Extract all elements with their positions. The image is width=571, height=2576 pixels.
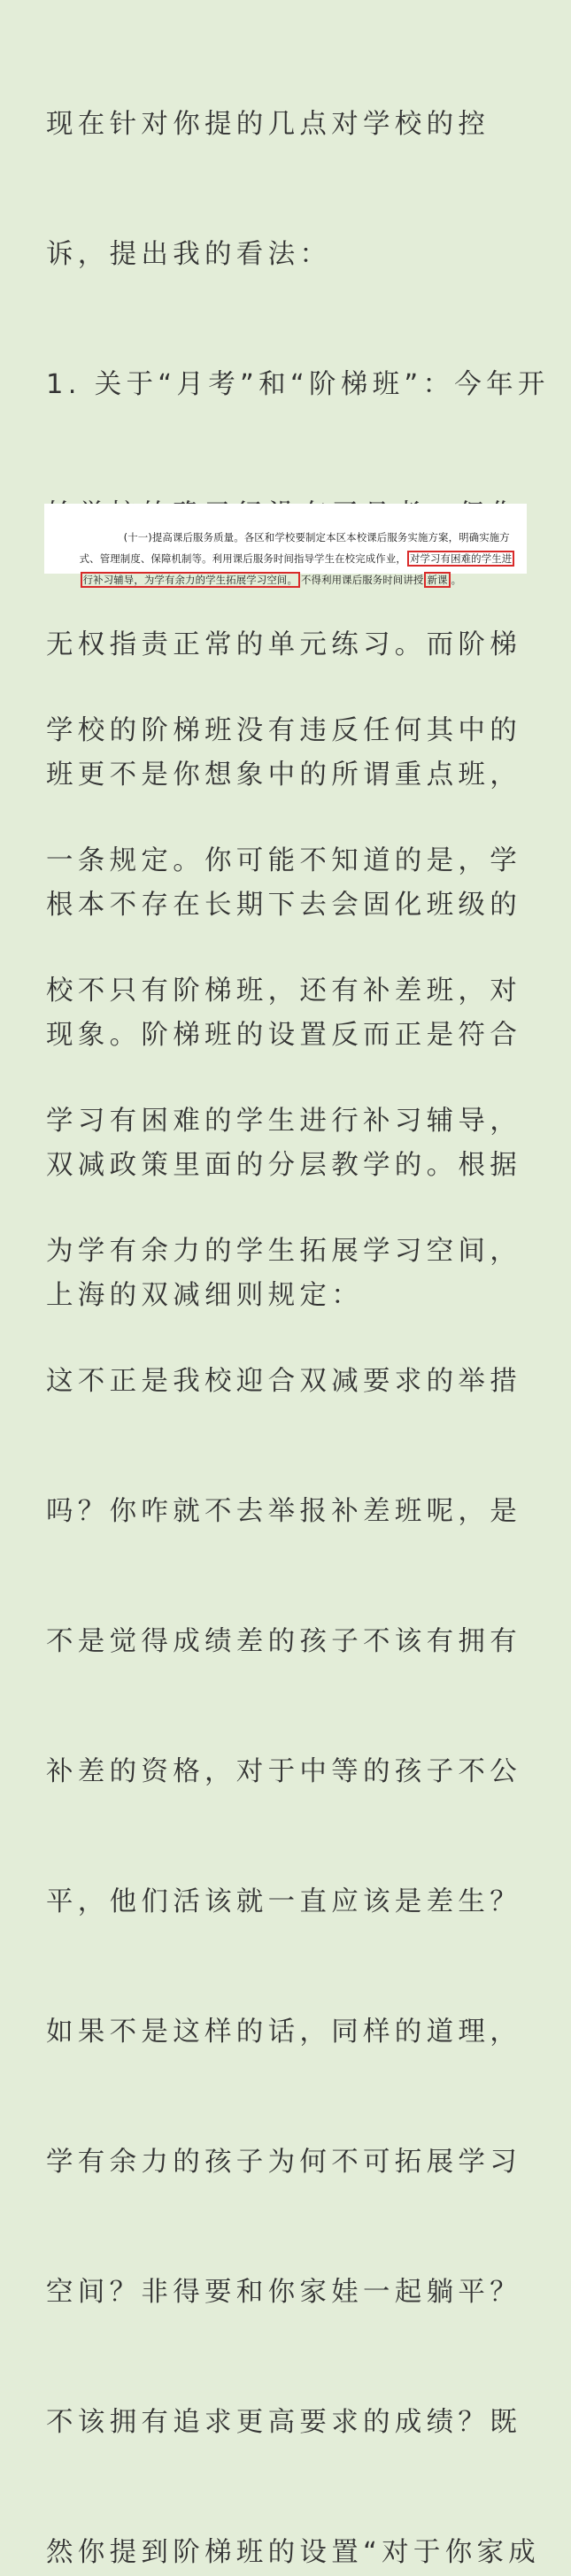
text-line: 现在针对你提的几点对学校的控 <box>46 109 490 140</box>
excerpt-text: 。 <box>451 574 462 586</box>
text-line: 不该拥有追求更高要求的成绩？既 <box>46 2407 521 2438</box>
excerpt-text: 不得利用课后服务时间讲授 <box>300 574 424 586</box>
text-line: 平，他们活该就一直应该是差生？ <box>46 1886 521 1917</box>
text-line: 1. 关于“月考”和“阶梯班”：今年开 <box>46 369 550 400</box>
body-paragraph <box>46 622 541 2576</box>
regulation-excerpt-image <box>44 504 527 586</box>
text-line: 现象。阶梯班的设置反而正是符合 <box>46 1020 521 1051</box>
text-line: 不是觉得成绩差的孩子不该有拥有 <box>46 1626 521 1657</box>
excerpt-line <box>59 528 515 565</box>
text-line: 学校的阶梯班没有违反任何其中的 <box>46 715 521 746</box>
text-line: 上海的双减细则规定： <box>46 1280 363 1311</box>
highlight-box: 对学习有困难的学生进 <box>407 551 514 567</box>
text-line: 诉，提出我的看法： <box>46 239 332 270</box>
text-line: 这不正是我校迎合双减要求的举措 <box>46 1366 521 1397</box>
text-line: 为学有余力的学生拓展学习空间， <box>46 1236 521 1267</box>
text-line: 如果不是这样的话，同样的道理， <box>46 2017 521 2048</box>
excerpt-line <box>104 507 510 544</box>
text-line: 学有余力的孩子为何不可拓展学习 <box>46 2147 521 2178</box>
excerpt-text: (十一)提高课后服务质量。各区和学校要制定本区本校课后服务实施方案，明确实施方 <box>123 531 510 544</box>
text-line: 空间？非得要和你家娃一起躺平？ <box>46 2277 521 2308</box>
text-line: 然你提到阶梯班的设置“对于你家成 <box>46 2537 541 2568</box>
text-line: 补差的资格，对于中等的孩子不公 <box>46 1756 521 1787</box>
text-line: 学习有困难的学生进行补习辅导， <box>46 1106 521 1137</box>
text-line: 班更不是你想象中的所谓重点班， <box>46 760 521 791</box>
text-line: 校不只有阶梯班，还有补差班，对 <box>46 976 521 1006</box>
text-line: 根本不存在长期下去会固化班级的 <box>46 890 521 921</box>
excerpt-line <box>59 550 462 586</box>
excerpt-text: 式、管理制度、保障机制等。利用课后服务时间指导学生在校完成作业， <box>79 552 406 565</box>
text-line: 无权指责正常的单元练习。而阶梯 <box>46 629 521 660</box>
highlight-box: 新课 <box>424 572 450 588</box>
text-line: 吗？你咋就不去举报补差班呢，是 <box>46 1496 521 1527</box>
text-line: 一条规定。你可能不知道的是，学 <box>46 845 521 876</box>
text-line: 双减政策里面的分层教学的。根据 <box>46 1150 521 1181</box>
highlight-box: 行补习辅导，为学有余力的学生拓展学习空间。 <box>81 572 300 588</box>
